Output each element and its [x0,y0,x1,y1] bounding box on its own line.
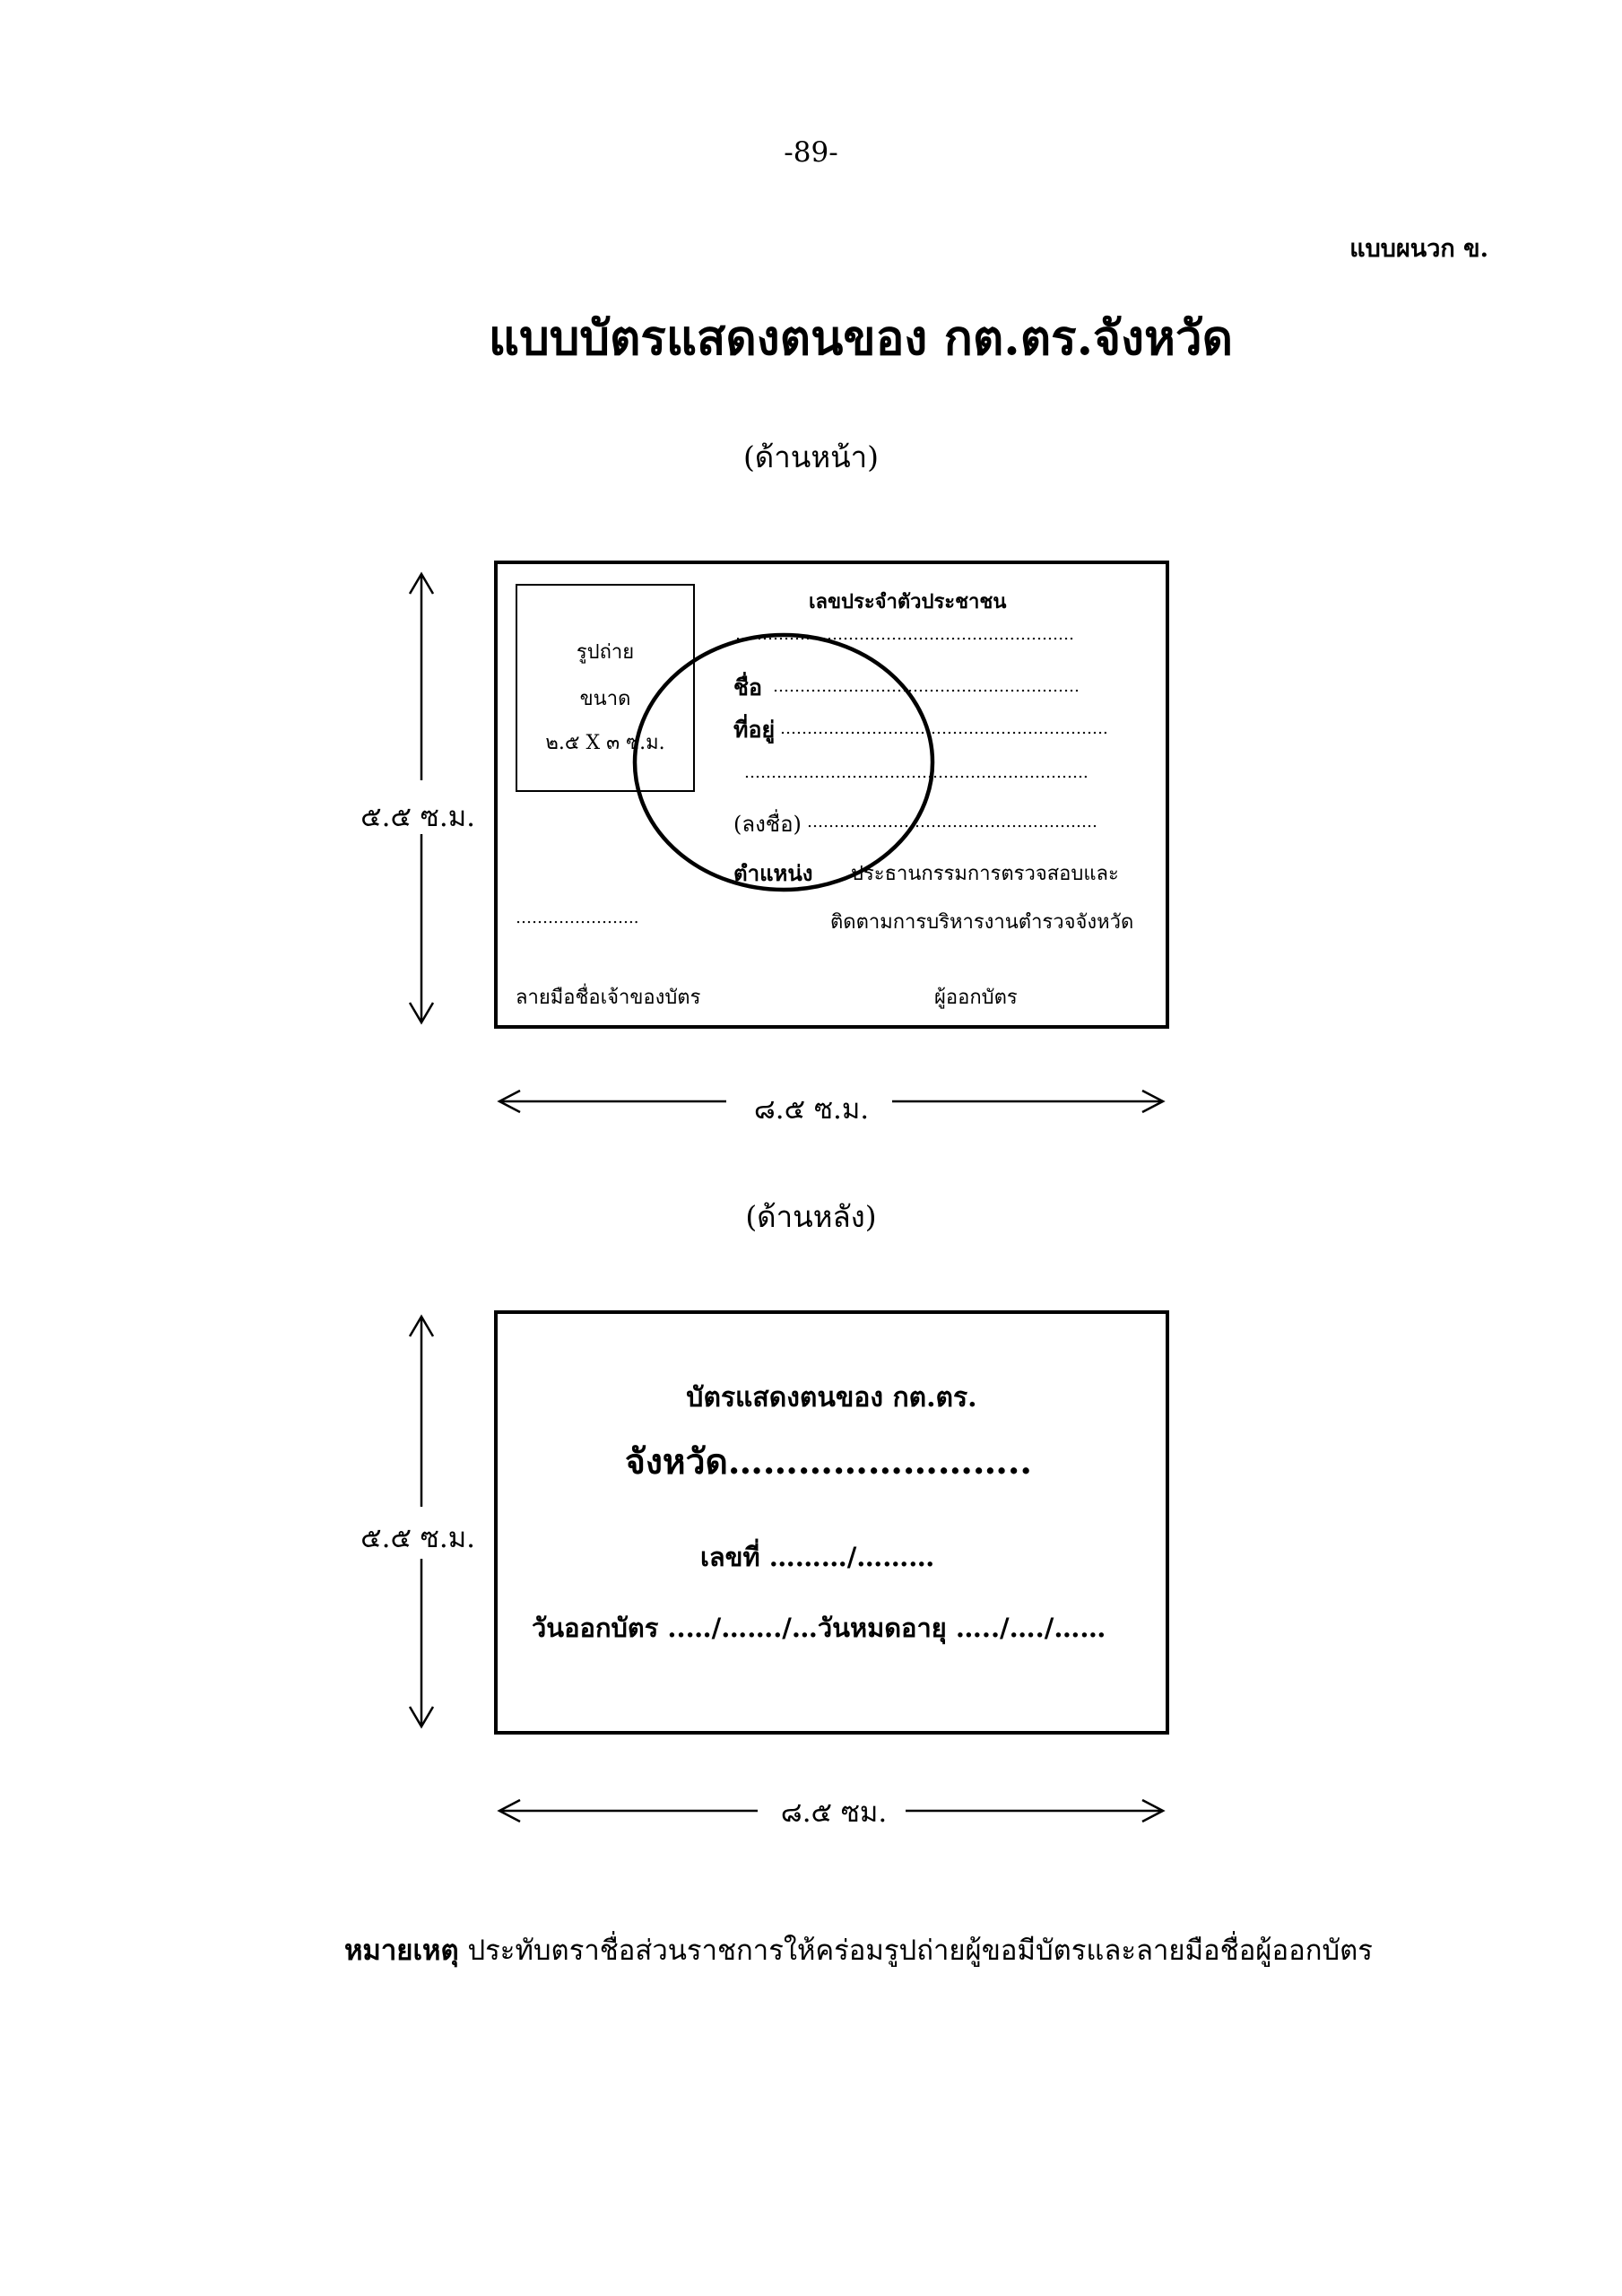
holder-signature-dots: ………………….. [516,909,639,927]
position-line-2: ติดตามการบริหารงานตำรวจจังหวัด [830,911,1134,934]
holder-signature-caption: ลายมือชื่อเจ้าของบัตร [516,987,701,1009]
note-label: หมายเหตุ [344,1935,459,1967]
back-title: บัตรแสดงตนของ กต.ตร. [686,1382,977,1413]
back-heading: (ด้านหลัง) [745,1199,877,1234]
photo-label: รูปถ่าย [576,641,635,664]
id-number-label: เลขประจำตัวประชาชน [809,590,1007,613]
signature-label: (ลงชื่อ) [733,812,802,837]
front-heading: (ด้านหน้า) [742,439,880,474]
page-number: -89- [784,136,838,169]
front-width-label: ๘.๕ ซ.ม. [753,1093,870,1126]
appendix-label: แบบผนวก ข. [1349,235,1488,263]
position-label: ตำแหน่ง [733,860,813,886]
issuer-caption: ผู้ออกบัตร [934,987,1018,1009]
address-label: ที่อยู่ [733,717,776,743]
name-dots: ………………………………………………… [773,677,1080,696]
front-height-label: ๕.๕ ซ.ม. [0,790,475,842]
id-number-dots: ……………………………………………………… [735,625,1074,644]
position-line-1: ประธานกรรมการตรวจสอบและ [851,863,1119,885]
back-height-label: ๕.๕ ซ.ม. [0,1511,475,1563]
name-label: ชื่อ [733,674,762,700]
note-text: ประทับตราชื่อส่วนราชการให้คร่อมรูปถ่ายผู้ขอมีบัตรและลายมือชื่อผู้ออกบัตร [467,1935,1373,1967]
photo-dimensions: ๒.๕ X ๓ ซ.ม. [545,732,665,754]
signature-dots: ……………………………………………… [807,813,1097,831]
document-title: แบบบัตรแสดงตนของ กต.ตร.จังหวัด [488,310,1234,366]
address-dots-2: ………………………………………………………. [744,763,1089,782]
address-dots: ……………………………………………………. [780,719,1108,738]
back-dates: วันออกบัตร ..…/……./…วันหมดอายุ …../…./…… [532,1613,1106,1643]
note [344,1927,1373,1972]
stamp-circle [635,635,932,890]
back-card-number: เลขที่ ………/……… [700,1542,935,1572]
back-province: จังหวัด…………………….. [625,1441,1032,1483]
back-width-label: ๘.๕ ซม. [780,1796,888,1829]
photo-size-label: ขนาด [579,688,631,710]
